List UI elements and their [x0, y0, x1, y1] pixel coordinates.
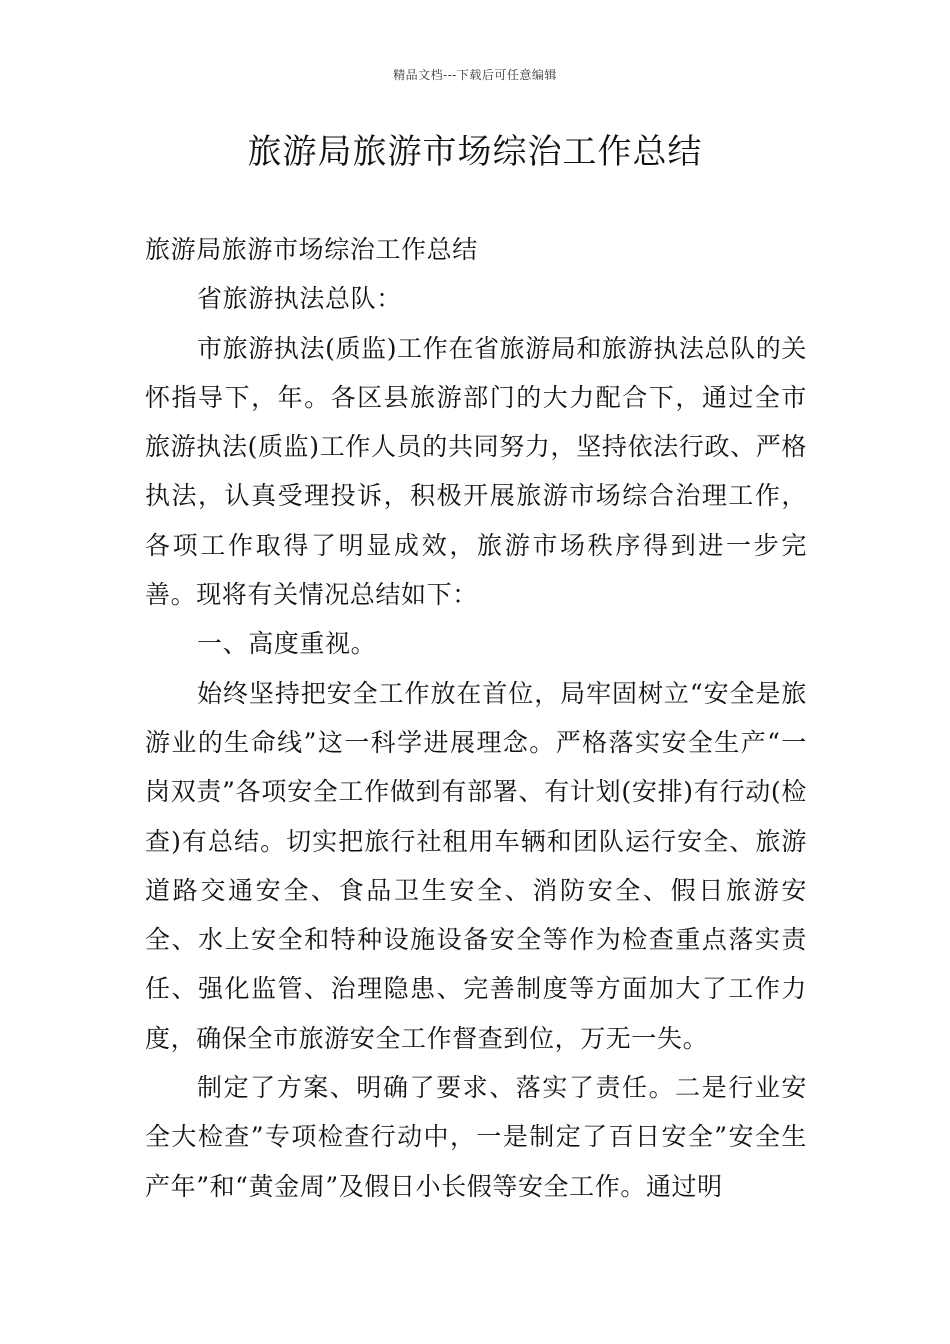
paragraph-plans: 制定了方案、明确了要求、落实了责任。二是行业安全大检查”专项检查行动中，一是制定了百日安全”安全生产年”和“黄金周”及假日小长假等安全工作。通过明 [145, 1073, 807, 1201]
paragraph-safety: 始终坚持把安全工作放在首位，局牢固树立“安全是旅游业的生命线”这一科学进展理念。严格落实安全生产“一岗双责”各项安全工作做到有部署、有计划(安排)有行动(检查)有总结。切实把旅行社租用车辆和团队运行安全、旅游道路交通安全、食品卫生安全、消防安全、假日旅游安全、水上安全和特种设施设备安全等作为检查重点落实责任、强化监管、治理隐患、完善制度等方面加大了工作力度，确保全市旅游安全工作督查到位，万无一失。 [145, 678, 807, 1053]
section-heading-one: 一、高度重视。 [197, 629, 377, 659]
document-body [145, 225, 807, 1211]
document-title: 旅游局旅游市场综治工作总结 [247, 132, 703, 172]
paragraph-salutation: 省旅游执法总队： [197, 284, 402, 314]
header-note: 精品文档---下载后可任意编辑 [393, 68, 557, 82]
paragraph-intro: 市旅游执法(质监)工作在省旅游局和旅游执法总队的关怀指导下，年。各区县旅游部门的大力配合下，通过全市旅游执法(质监)工作人员的共同努力，坚持依法行政、严格执法，认真受理投诉，积极开展旅游市场综合治理工作，各项工作取得了明显成效，旅游市场秩序得到进一步完善。现将有关情况总结如下： [145, 333, 807, 610]
paragraph-subtitle: 旅游局旅游市场综治工作总结 [145, 235, 478, 264]
